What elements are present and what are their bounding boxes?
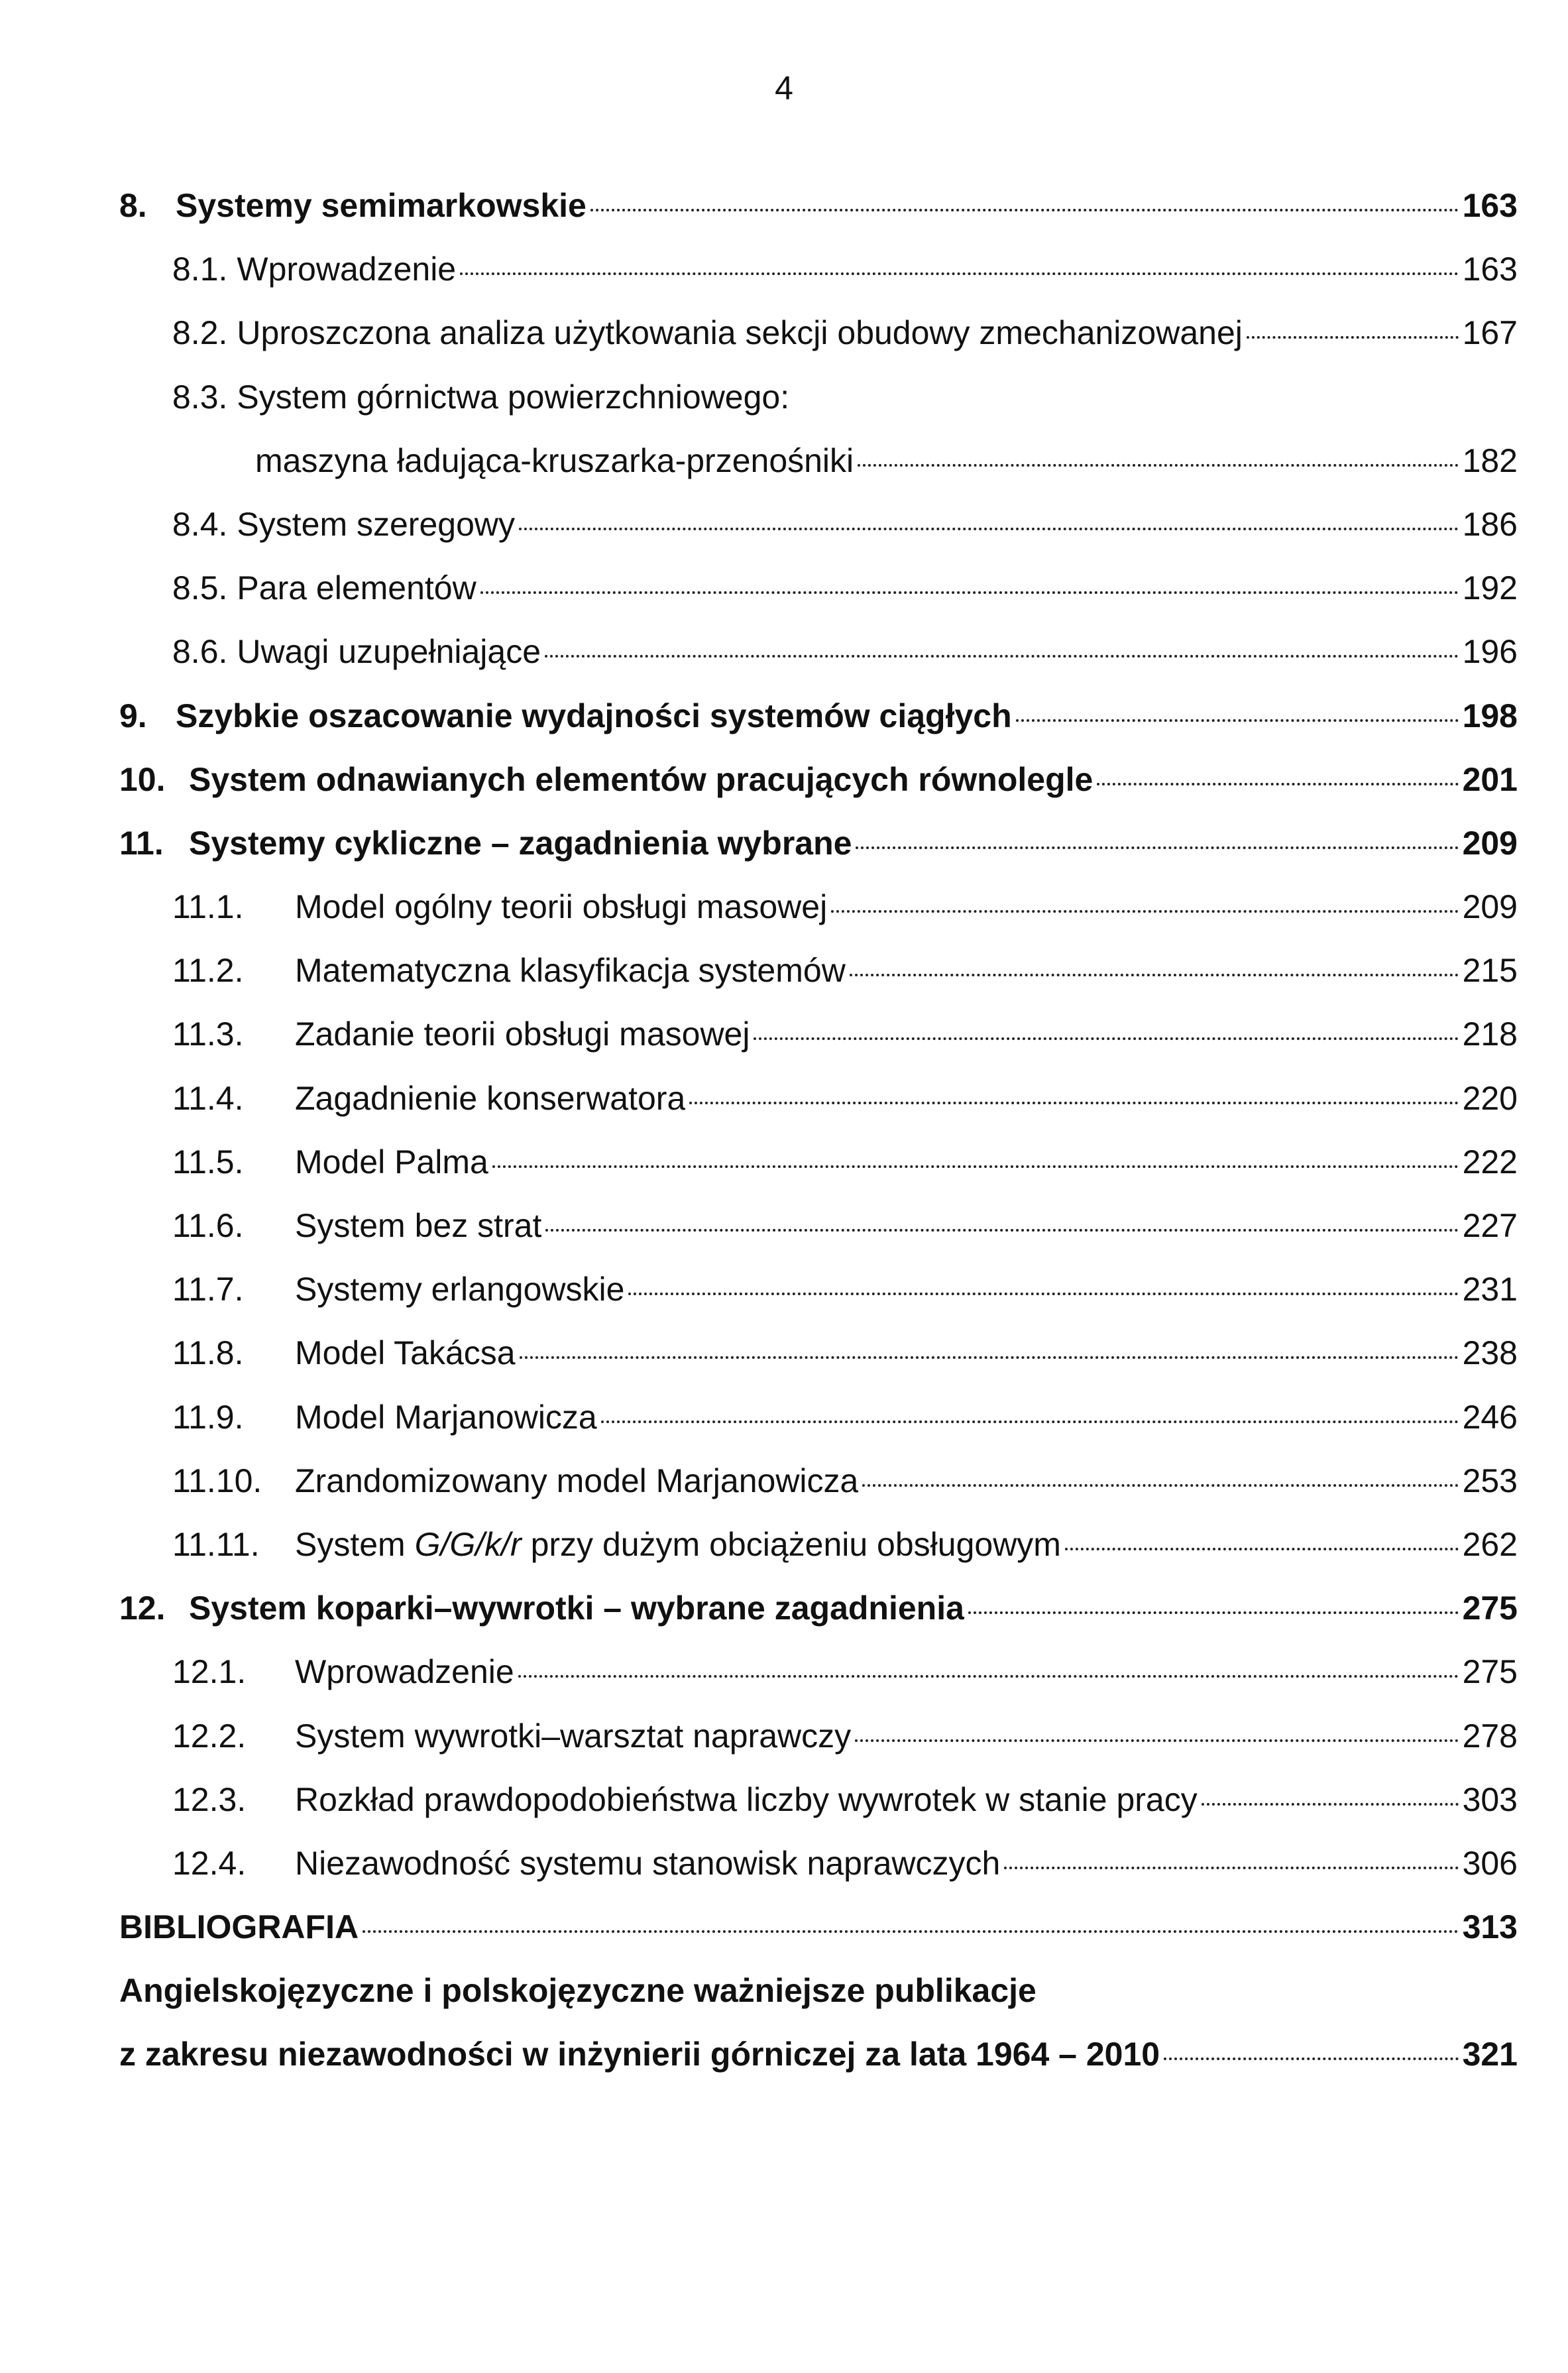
entry-number: 11.10.: [172, 1462, 262, 1499]
entry-title: Zadanie teorii obsługi masowej: [295, 1015, 750, 1053]
entry-number: 11.11.: [172, 1525, 260, 1563]
entry-title: Model ogólny teorii obsługi masowej: [295, 888, 828, 926]
toc-entry-8-1[interactable]: [119, 237, 1518, 301]
entry-number: 12.2.: [172, 1717, 247, 1755]
dot-leader: [601, 1420, 1459, 1423]
entry-title: Angielskojęzyczne i polskojęzyczne ważniejsze publikacje: [119, 1972, 1036, 2010]
entry-number: 12.: [119, 1590, 166, 1627]
dot-leader: [590, 209, 1459, 211]
dot-leader: [628, 1293, 1458, 1295]
entry-number: 9.: [119, 697, 147, 734]
dot-leader: [754, 1037, 1458, 1040]
entry-number: 11.1.: [172, 888, 244, 926]
entry-page: 275: [1462, 1590, 1518, 1627]
entry-number: 8.4.: [172, 505, 228, 543]
dot-leader: [855, 1739, 1458, 1742]
entry-page: 313: [1462, 1908, 1518, 1946]
entry-title: Systemy semimarkowskie: [176, 187, 587, 224]
dot-leader: [1016, 719, 1459, 722]
toc-entry-bibliography[interactable]: [119, 1895, 1518, 1959]
toc-entry-11-7[interactable]: [119, 1257, 1518, 1321]
dot-leader: [518, 1675, 1459, 1678]
toc-entry-11-9[interactable]: [119, 1385, 1518, 1449]
entry-title: Uproszczona analiza użytkowania sekcji obudowy zmechanizowanej: [237, 314, 1243, 352]
entry-title: Systemy cykliczne – zagadnienia wybrane: [189, 824, 852, 862]
entry-page: 218: [1462, 1015, 1518, 1053]
toc-entry-11-5[interactable]: [119, 1130, 1518, 1194]
entry-page: 238: [1462, 1334, 1518, 1372]
entry-title: Rozkład prawdopodobieństwa liczby wywrotek w stanie pracy: [295, 1780, 1198, 1818]
toc-entry-8-6[interactable]: [119, 620, 1518, 683]
entry-number: 8.2.: [172, 314, 228, 352]
entry-number: 8.5.: [172, 569, 228, 607]
entry-number: 11.7.: [172, 1271, 244, 1308]
toc-entry-8-5[interactable]: [119, 556, 1518, 620]
dot-leader: [1247, 336, 1459, 339]
entry-page: 253: [1462, 1462, 1518, 1499]
dot-leader: [856, 846, 1458, 849]
table-of-contents: [119, 174, 1518, 2087]
toc-entry-chapter-9[interactable]: [119, 684, 1518, 748]
entry-number: 12.4.: [172, 1844, 247, 1882]
entry-number: 11.3.: [172, 1015, 244, 1053]
dot-leader: [460, 272, 1458, 275]
dot-leader: [545, 655, 1459, 658]
toc-entry-12-3[interactable]: [119, 1768, 1518, 1831]
dot-leader: [520, 1356, 1459, 1359]
entry-page: 201: [1462, 760, 1518, 798]
entry-page: 262: [1462, 1525, 1518, 1563]
entry-title: Wprowadzenie: [295, 1653, 514, 1691]
entry-number: 11.4.: [172, 1079, 244, 1117]
entry-title-post: przy dużym obciążeniu obsługowym: [521, 1525, 1061, 1563]
entry-page: 306: [1462, 1844, 1518, 1882]
toc-entry-publications-continued[interactable]: [119, 2022, 1518, 2086]
entry-title: Niezawodność systemu stanowisk naprawczych: [295, 1844, 1001, 1882]
entry-page: 215: [1462, 952, 1518, 990]
entry-title: Zagadnienie konserwatora: [295, 1079, 686, 1117]
toc-entry-11-2[interactable]: [119, 939, 1518, 1002]
entry-number: 8.6.: [172, 633, 228, 671]
entry-page: 182: [1462, 441, 1518, 479]
entry-page: 167: [1462, 314, 1518, 352]
entry-title: Szybkie oszacowanie wydajności systemów ciągłych: [176, 697, 1012, 734]
toc-entry-11-10[interactable]: [119, 1449, 1518, 1513]
entry-page: 303: [1462, 1780, 1518, 1818]
dot-leader: [1065, 1548, 1459, 1550]
entry-number: 10.: [119, 760, 166, 798]
dot-leader: [858, 464, 1458, 467]
entry-title-pre: System: [295, 1525, 415, 1563]
entry-page: 246: [1462, 1398, 1518, 1436]
entry-page: 196: [1462, 633, 1518, 671]
entry-page: 222: [1462, 1143, 1518, 1181]
entry-page: 231: [1462, 1271, 1518, 1308]
dot-leader: [689, 1102, 1458, 1104]
entry-title: System koparki–wywrotki – wybrane zagadnienia: [189, 1590, 964, 1627]
entry-title: Model Marjanowicza: [295, 1398, 597, 1436]
entry-title: Model Takácsa: [295, 1334, 516, 1372]
entry-number: 11.: [119, 824, 164, 862]
dot-leader: [862, 1484, 1458, 1487]
entry-number: 12.3.: [172, 1780, 247, 1818]
entry-number: 8.3.: [172, 378, 228, 416]
entry-number: 11.8.: [172, 1334, 244, 1372]
entry-title: System bez strat: [295, 1207, 542, 1244]
entry-page: 275: [1462, 1653, 1518, 1691]
dot-leader: [545, 1229, 1458, 1232]
entry-title: z zakresu niezawodności w inżynierii górniczej za lata 1964 – 2010: [119, 2036, 1160, 2073]
entry-page: 278: [1462, 1717, 1518, 1755]
entry-number: 11.9.: [172, 1398, 244, 1436]
toc-entry-8-3-continued[interactable]: [119, 429, 1518, 492]
entry-title: [295, 1513, 1061, 1576]
entry-number: 11.5.: [172, 1143, 244, 1181]
entry-number: 11.6.: [172, 1207, 244, 1244]
toc-entry-publications[interactable]: [119, 1959, 1518, 2022]
entry-page: 163: [1462, 251, 1518, 288]
page-number: 4: [775, 70, 793, 107]
toc-entry-11-8[interactable]: [119, 1321, 1518, 1385]
toc-entry-12-4[interactable]: [119, 1831, 1518, 1895]
entry-title: System odnawianych elementów pracujących równolegle: [189, 760, 1093, 798]
dot-leader: [968, 1611, 1459, 1614]
toc-entry-chapter-11[interactable]: [119, 811, 1518, 875]
entry-page: 192: [1462, 569, 1518, 607]
toc-entry-12-1[interactable]: [119, 1640, 1518, 1704]
toc-entry-11-11[interactable]: [119, 1513, 1518, 1576]
entry-page: 220: [1462, 1079, 1518, 1117]
entry-number: 11.2.: [172, 952, 244, 990]
entry-page: 209: [1462, 888, 1518, 926]
dot-leader: [1097, 783, 1458, 785]
toc-entry-12-2[interactable]: [119, 1704, 1518, 1768]
entry-title: Zrandomizowany model Marjanowicza: [295, 1462, 859, 1499]
entry-title: Wprowadzenie: [237, 251, 457, 288]
entry-page: 163: [1462, 187, 1518, 224]
dot-leader: [850, 974, 1459, 976]
entry-page: 186: [1462, 505, 1518, 543]
entry-title: Matematyczna klasyfikacja systemów: [295, 952, 846, 990]
dot-leader: [1004, 1867, 1458, 1869]
dot-leader: [363, 1930, 1458, 1933]
toc-entry-11-3[interactable]: [119, 1002, 1518, 1066]
toc-entry-chapter-8[interactable]: [119, 174, 1518, 237]
entry-title: Uwagi uzupełniające: [237, 633, 541, 671]
dot-leader: [831, 910, 1458, 913]
entry-title-italic: G/G/k/r: [414, 1525, 522, 1563]
entry-number: 12.1.: [172, 1653, 247, 1691]
entry-title: BIBLIOGRAFIA: [119, 1908, 359, 1946]
dot-leader: [480, 591, 1459, 594]
entry-title: Model Palma: [295, 1143, 488, 1181]
dot-leader: [492, 1165, 1459, 1168]
entry-page: 198: [1462, 697, 1518, 734]
entry-title: System szeregowy: [237, 505, 515, 543]
dot-leader: [1202, 1803, 1459, 1806]
entry-title: Systemy erlangowskie: [295, 1271, 625, 1308]
entry-title: System wywrotki–warsztat naprawczy: [295, 1717, 852, 1755]
entry-page: 321: [1462, 2036, 1518, 2073]
toc-entry-8-4[interactable]: [119, 492, 1518, 556]
toc-entry-8-3[interactable]: [119, 365, 1518, 429]
dot-leader: [519, 528, 1459, 530]
toc-entry-11-6[interactable]: [119, 1194, 1518, 1257]
toc-entry-11-1[interactable]: [119, 875, 1518, 939]
toc-entry-11-4[interactable]: [119, 1067, 1518, 1130]
toc-entry-chapter-10[interactable]: [119, 748, 1518, 811]
entry-page: 227: [1462, 1207, 1518, 1244]
toc-entry-chapter-12[interactable]: [119, 1576, 1518, 1640]
entry-title: System górnictwa powierzchniowego:: [237, 378, 790, 416]
entry-title: maszyna ładująca-kruszarka-przenośniki: [255, 441, 854, 479]
toc-entry-8-2[interactable]: [119, 301, 1518, 365]
entry-title: Para elementów: [237, 569, 476, 607]
entry-number: 8.: [119, 187, 147, 224]
dot-leader: [1164, 2057, 1458, 2060]
entry-page: 209: [1462, 824, 1518, 862]
entry-number: 8.1.: [172, 251, 228, 288]
